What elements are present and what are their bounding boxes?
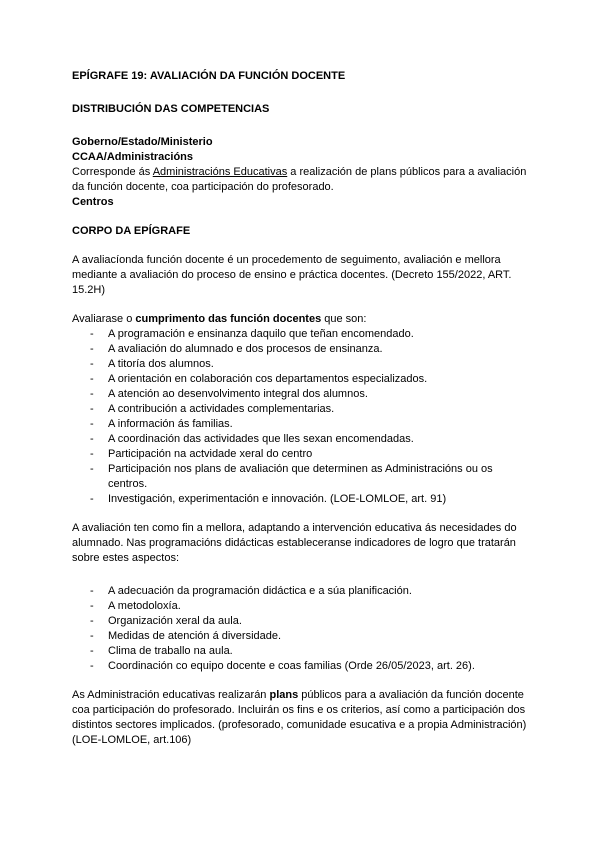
eval-post: que son: — [321, 313, 367, 325]
improvement-paragraph: A avaliación ten como fin a mellora, adaptando a intervención educativa ás necesidades do alumnado. Nas programacións didácticas estableceranse indicadores de logro que tratarán sobre estes aspectos: — [72, 522, 517, 564]
dash-bullet: - — [90, 373, 94, 385]
dash-bullet: - — [90, 343, 94, 355]
list-item-text: Participación na actvidade xeral do centro — [108, 448, 313, 460]
list-item-text: A avaliación do alumnado e dos procesos de ensinanza. — [108, 343, 383, 355]
ccaa-text-pre: Corresponde ás — [72, 166, 153, 178]
dash-bullet: - — [90, 403, 94, 415]
corpo-heading: CORPO DA EPÍGRAFE — [72, 225, 191, 237]
intro-paragraph: A avaliacíonda función docente é un procedemento de seguimento, avaliación e mellora mediante a avaliación do proceso de ensino e práctica docentes. (Decreto 155/2022, ART. 15.2H) — [72, 254, 512, 296]
dash-bullet: - — [90, 358, 94, 370]
list-item — [72, 417, 532, 432]
functions-list — [72, 327, 532, 507]
list-item — [72, 387, 532, 402]
list-item — [72, 462, 532, 492]
distribution-heading: DISTRIBUCIÓN DAS COMPETENCIAS — [72, 103, 270, 115]
list-item-text: Investigación, experimentación e innovación. (LOE-LOMLOE, art. 91) — [108, 493, 447, 505]
dash-bullet: - — [90, 645, 94, 657]
list-item-text: A contribución a actividades complementarias. — [108, 403, 335, 415]
ccaa-paragraph — [72, 165, 532, 195]
list-item — [72, 614, 532, 629]
document-title: EPÍGRAFE 19: AVALIACIÓN DA FUNCIÓN DOCENTE — [72, 70, 346, 82]
dash-bullet: - — [90, 615, 94, 627]
aspects-list — [72, 584, 532, 674]
evaluation-paragraph — [72, 312, 532, 327]
plans-bold: plans — [269, 689, 299, 701]
dash-bullet: - — [90, 463, 94, 475]
list-item-text: A metodoloxía. — [108, 600, 181, 612]
list-item-text: Participación nos plans de avaliación que determinen as Administracións ou os centros. — [108, 463, 493, 490]
gov-label: Goberno/Estado/Ministerio — [72, 136, 213, 148]
list-item-text: A adecuación da programación didáctica e a súa planificación. — [108, 585, 412, 597]
dash-bullet: - — [90, 493, 94, 505]
dash-bullet: - — [90, 585, 94, 597]
list-item-text: Clima de traballo na aula. — [108, 645, 233, 657]
dash-bullet: - — [90, 328, 94, 340]
dash-bullet: - — [90, 418, 94, 430]
eval-pre: Avaliarase o — [72, 313, 136, 325]
list-item — [72, 659, 532, 674]
list-item — [72, 372, 532, 387]
ccaa-text-post: a realización de plans públicos para a avaliación da función docente, coa participación do profesorado. — [72, 166, 527, 193]
list-item — [72, 357, 532, 372]
list-item-text: A titoría dos alumnos. — [108, 358, 214, 370]
list-item-text: Medidas de atención á diversidade. — [108, 630, 282, 642]
dash-bullet: - — [90, 600, 94, 612]
dash-bullet: - — [90, 448, 94, 460]
list-item-text: A coordinación das actividades que lles sexan encomendadas. — [108, 433, 414, 445]
list-item — [72, 644, 532, 659]
list-item — [72, 327, 532, 342]
dash-bullet: - — [90, 660, 94, 672]
plans-pre: As Administración educativas realizarán — [72, 689, 270, 701]
list-item — [72, 584, 532, 599]
list-item — [72, 492, 532, 507]
administracions-link[interactable]: Administracións Educativas — [152, 166, 288, 178]
list-item — [72, 447, 532, 462]
list-item-text: Organización xeral da aula. — [108, 615, 242, 627]
dash-bullet: - — [90, 433, 94, 445]
list-item-text: A información ás familias. — [108, 418, 233, 430]
dash-bullet: - — [90, 630, 94, 642]
list-item — [72, 599, 532, 614]
plans-paragraph — [72, 688, 532, 748]
list-item — [72, 402, 532, 417]
centros-label: Centros — [72, 196, 114, 208]
list-item-text: Coordinación co equipo docente e coas familias (Orde 26/05/2023, art. 26). — [108, 660, 475, 672]
ccaa-label: CCAA/Administracións — [72, 151, 194, 163]
list-item — [72, 629, 532, 644]
document-page — [72, 69, 532, 748]
eval-bold: cumprimento das función docentes — [135, 313, 322, 325]
list-item-text: A atención ao desenvolvimento integral dos alumnos. — [108, 388, 368, 400]
dash-bullet: - — [90, 388, 94, 400]
list-item — [72, 432, 532, 447]
list-item-text: A programación e ensinanza daquilo que teñan encomendado. — [108, 328, 414, 340]
list-item — [72, 342, 532, 357]
plans-post: públicos para a avaliación da función docente coa participación do profesorado. Incluirán os fins e os criterios, así como a participación dos distintos sectores implicados. (profesorado, comunidade esucativa e a propia Administración) (LOE-LOMLOE, art.106) — [72, 689, 527, 746]
list-item-text: A orientación en colaboración cos departamentos especializados. — [108, 373, 428, 385]
